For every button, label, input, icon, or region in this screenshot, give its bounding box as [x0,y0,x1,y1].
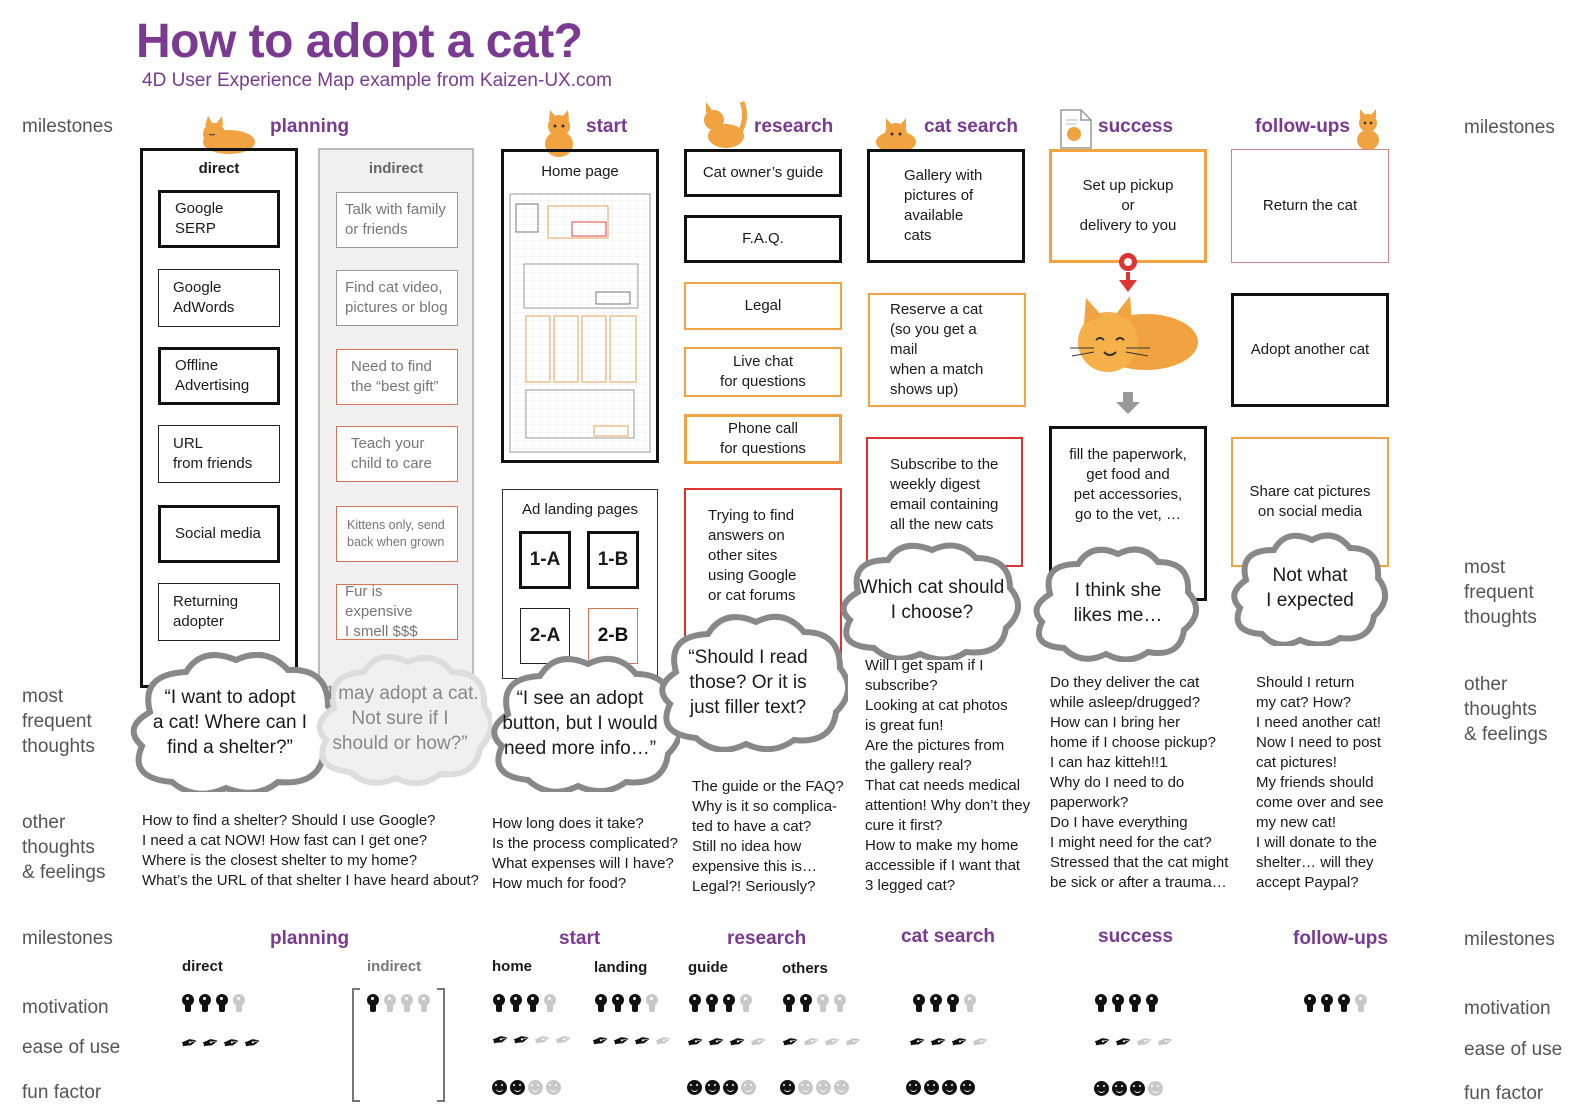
bulb-off-icon [833,994,847,1014]
score-sub-home: home [492,958,533,975]
score-catsearch-fun [906,1080,975,1095]
bulb-on-icon [946,994,960,1014]
cloud-planning-indirect-text: “I may adopt a cat. Not sure if I should or how?” [321,682,479,754]
catsearch-other-thoughts: Will I get spam if I subscribe? Looking at cat photos is great fun! Are the pictures from the gallery real? That cat needs medical attention! Why don’t they cure it first? How to make my home accessible if I want that 3 legged cat? [865,657,1031,894]
cloud-planning-indirect [308,650,492,786]
bulb-on-icon [1128,994,1142,1014]
bulb-on-icon [688,994,702,1014]
feather-on-icon: ✒ [178,1030,202,1057]
success-pickup[interactable]: Set up pickup or delivery to you [1049,149,1207,263]
bulb-off-icon [400,994,414,1014]
page-subtitle: 4D User Experience Map example from Kaizen-UX.com [142,70,612,91]
cloud-start-text: “I see an adopt button, but I would need more info…” [502,687,658,759]
milestone-start: start [586,116,628,137]
research-legal[interactable]: Legal [684,282,842,330]
success-paperwork[interactable]: fill the paperwork, get food and pet accessories, go to the vet, … [1049,426,1207,601]
bulb-on-icon [509,994,523,1014]
score-others-ease [779,1029,866,1056]
followups-return[interactable]: Return the cat [1231,149,1389,263]
bulb-on-icon [929,994,943,1014]
variant-2b[interactable]: 2-B [588,608,638,664]
indirect-teach-child[interactable]: Teach your child to care [336,426,458,482]
feather-on-icon: ✒ [199,1030,223,1057]
catsearch-subscribe[interactable]: Subscribe to the weekly digest email containing all the new cats [866,437,1023,567]
cloud-cat-search [834,540,1030,660]
research-trying-google[interactable]: Trying to find answers on other sites using Google or cat forums [684,488,842,678]
row-label-motivation-right: motivation [1464,998,1551,1019]
indirect-fur-expensive[interactable]: Fur is expensive I smell $$$ [336,584,458,640]
score-indirect-motivation [366,994,431,1014]
milestone-planning-bottom: planning [270,928,350,949]
feather-off-icon: ✒ [652,1028,676,1055]
bulb-off-icon [417,994,431,1014]
page-title: How to adopt a cat? [136,15,583,68]
smiley-on-icon [780,1080,795,1095]
cloud-success [1028,544,1208,662]
bulb-off-icon [232,994,246,1014]
bulb-on-icon [1094,994,1108,1014]
feather-off-icon: ✒ [969,1029,993,1056]
milestone-success-bottom: success [1098,926,1174,947]
feather-on-icon: ✒ [241,1030,265,1057]
score-landing-ease [589,1028,676,1055]
bulb-on-icon [526,994,540,1014]
variant-1b[interactable]: 1-B [587,531,639,589]
research-other-thoughts: The guide or the FAQ? Why is it so complica- ted to have a cat? Still no idea how expensive this is… Legal?! Seriously? [692,778,844,895]
smiley-on-icon [906,1080,921,1095]
feather-on-icon: ✒ [510,1027,534,1054]
followups-adopt-another[interactable]: Adopt another cat [1231,293,1389,407]
direct-google-serp[interactable]: Google SERP [158,190,280,248]
feather-on-icon: ✒ [1091,1029,1115,1056]
milestone-success: success [1098,116,1174,137]
score-others-motivation [782,994,847,1014]
research-live-chat[interactable]: Live chat for questions [684,347,842,397]
smiley-on-icon [924,1080,939,1095]
feather-on-icon: ✒ [705,1029,729,1056]
direct-google-adwords[interactable]: Google AdWords [158,269,280,327]
smiley-on-icon [723,1080,738,1095]
bulb-on-icon [782,994,796,1014]
score-sub-others: others [782,960,828,977]
milestone-planning: planning [270,116,350,137]
bulb-on-icon [594,994,608,1014]
score-success-ease [1091,1029,1178,1056]
start-home-page-label: Home page [541,163,619,180]
followups-other-thoughts: Should I return my cat? How? I need another cat! Now I need to post cat pictures! My friends should come over and see my new cat! I will donate to the shelter… will they accept Paypal? [1256,674,1384,891]
smiley-off-icon [798,1080,813,1095]
milestone-cat-search-bottom: cat search [901,926,996,947]
bulb-on-icon [1303,994,1317,1014]
variant-2a[interactable]: 2-A [520,608,570,664]
catsearch-reserve[interactable]: Reserve a cat (so you get a mail when a match shows up) [868,293,1026,407]
row-label-ease-right: ease of use [1464,1039,1563,1060]
bulb-on-icon [1320,994,1334,1014]
bulb-on-icon [912,994,926,1014]
bulb-on-icon [1337,994,1351,1014]
start-ad-landing-label: Ad landing pages [522,501,638,518]
direct-offline-advertising[interactable]: Offline Advertising [158,347,280,405]
cloud-success-text: I think she likes me… [1073,580,1163,626]
planning-other-thoughts: How to find a shelter? Should I use Google? I need a cat NOW! How fast can I get one? Where is the closest shelter to my home? What’s the URL of that shelter I have heard about? [142,812,479,889]
feather-off-icon: ✒ [552,1027,576,1054]
feather-off-icon: ✒ [747,1029,771,1056]
bulb-on-icon [799,994,813,1014]
score-sub-direct: direct [182,958,223,975]
score-direct-motivation [181,994,246,1014]
bulb-off-icon [739,994,753,1014]
feather-on-icon: ✒ [610,1028,634,1055]
smiley-off-icon [546,1080,561,1095]
bulb-off-icon [1354,994,1368,1014]
milestone-followups: follow-ups [1255,116,1350,137]
milestone-followups-bottom: follow-ups [1293,928,1388,949]
feather-off-icon: ✒ [800,1029,824,1056]
milestone-cat-search: cat search [924,116,1019,137]
row-label-ease: ease of use [22,1037,121,1058]
cloud-research [648,612,848,752]
score-followups-motivation [1303,994,1368,1014]
followups-share-pictures[interactable]: Share cat pictures on social media [1231,437,1389,567]
score-others-fun [780,1080,849,1095]
cloud-research-text: “Should I read those? Or it is just filler text? [688,646,808,718]
bulb-off-icon [816,994,830,1014]
smiley-on-icon [1112,1081,1127,1096]
row-label-motivation: motivation [22,997,109,1018]
indirect-best-gift[interactable]: Need to find the “best gift” [336,349,458,405]
cloud-planning-direct-text: “I want to adopt a cat! Where can I find a shelter?” [152,686,308,758]
score-home-ease [489,1027,576,1054]
indirect-bracket-left [352,988,360,1102]
bulb-off-icon [383,994,397,1014]
document-cat-icon [1058,108,1094,150]
score-catsearch-ease [906,1029,993,1056]
smiley-on-icon [960,1080,975,1095]
smiley-on-icon [492,1080,507,1095]
smiley-on-icon [1130,1081,1145,1096]
direct-returning-adopter[interactable]: Returning adopter [158,583,280,641]
score-landing-motivation [594,994,659,1014]
score-guide-ease [684,1029,771,1056]
indirect-cat-video[interactable]: Find cat video, pictures or blog [336,270,458,326]
research-owners-guide[interactable]: Cat owner’s guide [684,149,842,197]
bulb-on-icon [366,994,380,1014]
row-label-fun-right: fun factor [1464,1083,1544,1104]
indirect-bracket-right [437,988,445,1102]
milestone-start-bottom: start [559,928,601,949]
variant-1a[interactable]: 1-A [519,531,571,589]
cat-stretching-icon [700,98,750,154]
bulb-on-icon [181,994,195,1014]
score-sub-indirect: indirect [367,958,422,975]
smiley-off-icon [834,1080,849,1095]
row-label-most-frequent: most frequent thoughts [22,686,95,757]
smiley-off-icon [528,1080,543,1095]
score-sub-guide: guide [688,959,728,976]
cat-leaping-icon [1066,290,1204,386]
feather-on-icon: ✒ [779,1029,803,1056]
row-label-other-right: other thoughts & feelings [1464,674,1548,745]
smiley-off-icon [1148,1081,1163,1096]
bulb-on-icon [1145,994,1159,1014]
smiley-on-icon [1094,1081,1109,1096]
row-label-fun: fun factor [22,1082,102,1103]
feather-on-icon: ✒ [684,1029,708,1056]
down-arrow-icon [1116,392,1140,416]
row-label-milestones-right-bottom: milestones [1464,929,1555,950]
direct-social-media[interactable]: Social media [158,505,280,563]
row-label-milestones-bottom: milestones [22,928,113,949]
start-other-thoughts: How long does it take? Is the process complicated? What expenses will I have? How much for food? [492,815,678,892]
cloud-followups [1226,530,1394,646]
research-phone-call[interactable]: Phone call for questions [684,414,842,464]
feather-off-icon: ✒ [1154,1029,1178,1056]
score-success-motivation [1094,994,1159,1014]
indirect-kittens-only[interactable]: Kittens only, send back when grown [336,506,458,562]
feather-off-icon: ✒ [842,1029,866,1056]
catsearch-gallery[interactable]: Gallery with pictures of available cats [867,149,1025,263]
milestone-research: research [754,116,834,137]
bulb-on-icon [611,994,625,1014]
cat-standing-icon [1350,108,1386,152]
feather-off-icon: ✒ [531,1027,555,1054]
smiley-off-icon [816,1080,831,1095]
smiley-on-icon [510,1080,525,1095]
score-home-fun [492,1080,561,1095]
feather-on-icon: ✒ [906,1029,930,1056]
pin-arrow-icon [1113,252,1143,294]
score-catsearch-motivation [912,994,977,1014]
wireframe-sketch [508,192,652,454]
feather-on-icon: ✒ [726,1029,750,1056]
feather-off-icon: ✒ [821,1029,845,1056]
bulb-off-icon [543,994,557,1014]
bulb-on-icon [492,994,506,1014]
score-guide-fun [687,1080,756,1095]
bulb-on-icon [705,994,719,1014]
milestone-research-bottom: research [727,928,807,949]
row-label-milestones-right: milestones [1464,117,1555,138]
score-success-fun [1094,1081,1163,1096]
bulb-on-icon [722,994,736,1014]
bulb-on-icon [1111,994,1125,1014]
feather-on-icon: ✒ [631,1028,655,1055]
bulb-off-icon [645,994,659,1014]
feather-on-icon: ✒ [927,1029,951,1056]
feather-on-icon: ✒ [1112,1029,1136,1056]
success-other-thoughts: Do they deliver the cat while asleep/drugged? How can I bring her home if I choose pickup? I can haz kitteh!!1 Why do I need to do paperwork? Do I have everything I might need for the cat? Stressed that the cat might be sick or after a trauma… [1050,674,1229,891]
feather-off-icon: ✒ [1133,1029,1157,1056]
research-faq[interactable]: F.A.Q. [684,215,842,263]
indirect-talk-family[interactable]: Talk with family or friends [336,192,458,248]
smiley-on-icon [705,1080,720,1095]
cloud-cat-search-text: Which cat should I choose? [859,577,1005,623]
cat-peeking-icon [872,114,920,154]
score-home-motivation [492,994,557,1014]
row-label-most-frequent-right: most frequent thoughts [1464,557,1537,628]
feather-on-icon: ✒ [589,1028,613,1055]
score-direct-ease [178,1030,265,1057]
feather-on-icon: ✒ [489,1027,513,1054]
row-label-milestones: milestones [22,116,113,137]
smiley-on-icon [942,1080,957,1095]
bulb-on-icon [628,994,642,1014]
smiley-on-icon [687,1080,702,1095]
row-label-other: other thoughts & feelings [22,812,106,883]
cloud-planning-direct [120,652,340,792]
direct-url-from-friends[interactable]: URL from friends [158,425,280,483]
score-guide-motivation [688,994,753,1014]
feather-on-icon: ✒ [220,1030,244,1057]
cloud-followups-text: Not what I expected [1266,565,1354,611]
bulb-on-icon [215,994,229,1014]
smiley-off-icon [741,1080,756,1095]
score-sub-landing: landing [594,959,648,976]
planning-indirect-header: indirect [368,160,424,177]
bulb-off-icon [963,994,977,1014]
bulb-on-icon [198,994,212,1014]
feather-on-icon: ✒ [948,1029,972,1056]
planning-direct-header: direct [198,160,240,177]
